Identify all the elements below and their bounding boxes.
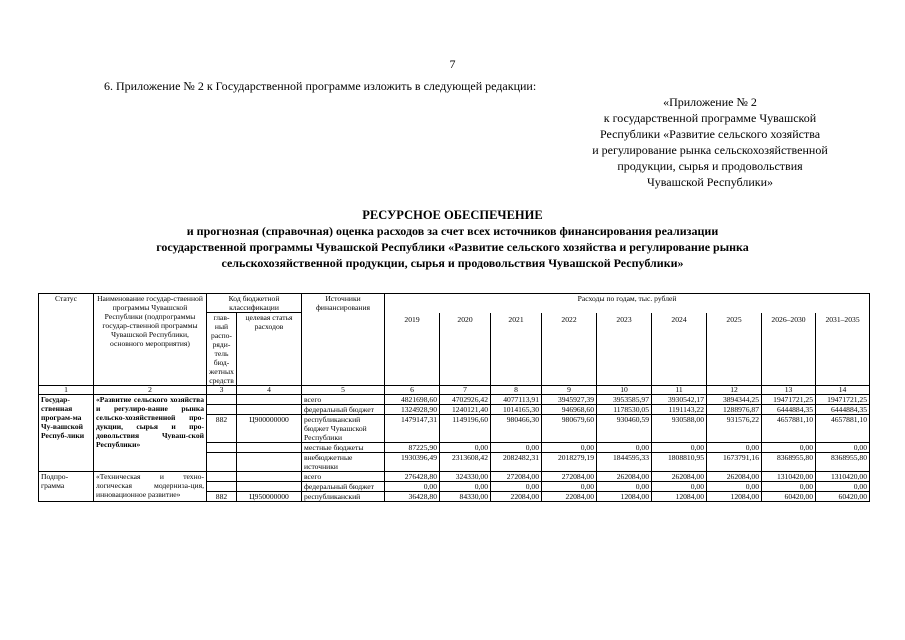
cell-amount: 1191143,22 bbox=[652, 405, 707, 415]
resource-table bbox=[38, 293, 870, 502]
cell-amount: 1178530,05 bbox=[597, 405, 652, 415]
cell-amount: 1149196,60 bbox=[440, 415, 491, 443]
col-number: 14 bbox=[816, 386, 870, 395]
cell-amount: 946968,60 bbox=[542, 405, 597, 415]
header-code-target: целевая статья расходов bbox=[237, 313, 302, 386]
cell-source: всего bbox=[302, 472, 385, 482]
cell-amount: 1240121,40 bbox=[440, 405, 491, 415]
cell-amount: 19471721,25 bbox=[762, 395, 816, 405]
cell-amount: 3953585,97 bbox=[597, 395, 652, 405]
cell-amount: 87225,90 bbox=[385, 443, 440, 453]
cell-amount: 0,00 bbox=[491, 482, 542, 492]
cell-amount: 1288976,87 bbox=[707, 405, 762, 415]
cell-amount: 272084,00 bbox=[491, 472, 542, 482]
col-number: 1 bbox=[39, 386, 94, 395]
cell-amount: 1673791,16 bbox=[707, 453, 762, 472]
heading-line: и прогнозная (справочная) оценка расходов за счет всех источников финансирования реализации bbox=[186, 224, 719, 238]
header-year: 2031–2035 bbox=[816, 313, 870, 386]
cell-target-article: Ц950000000 bbox=[237, 492, 302, 502]
cell-target-article bbox=[237, 443, 302, 453]
cell-main-manager bbox=[207, 453, 237, 472]
col-number: 3 bbox=[207, 386, 237, 395]
cell-amount: 1310420,00 bbox=[762, 472, 816, 482]
cell-amount: 980679,60 bbox=[542, 415, 597, 443]
cell-source: федеральный бюджет bbox=[302, 482, 385, 492]
header-year: 2020 bbox=[440, 313, 491, 386]
cell-amount: 262084,00 bbox=[652, 472, 707, 482]
cell-amount: 0,00 bbox=[816, 482, 870, 492]
cell-amount: 2018279,19 bbox=[542, 453, 597, 472]
cell-amount: 324330,00 bbox=[440, 472, 491, 482]
heading-title: РЕСУРСНОЕ ОБЕСПЕЧЕНИЕ bbox=[362, 208, 543, 222]
cell-amount: 12084,00 bbox=[707, 492, 762, 502]
header-name: Наименование государ-ственной программы Чувашской Республики (подпрограммы государ-ственной программы Чувашской Республики, основного мероприятия) bbox=[94, 294, 207, 386]
col-number: 9 bbox=[542, 386, 597, 395]
cell-amount: 19471721,25 bbox=[816, 395, 870, 405]
cell-amount: 8368955,80 bbox=[816, 453, 870, 472]
item-6-text: 6. Приложение № 2 к Государственной программе изложить в следующей редакции: bbox=[104, 79, 537, 93]
cell-amount: 0,00 bbox=[542, 443, 597, 453]
header-year: 2022 bbox=[542, 313, 597, 386]
program-section bbox=[39, 395, 870, 472]
row-status: Государ-ственная програм-ма Чу-вашской Респуб-лики bbox=[39, 395, 94, 472]
table-row bbox=[39, 472, 870, 482]
cell-source: федеральный бюджет bbox=[302, 405, 385, 415]
cell-amount: 3945927,39 bbox=[542, 395, 597, 405]
header-year: 2026–2030 bbox=[762, 313, 816, 386]
cell-amount: 980466,30 bbox=[491, 415, 542, 443]
column-number-row bbox=[39, 386, 870, 395]
cell-amount: 0,00 bbox=[762, 482, 816, 492]
appendix-line: продукции, сырья и продовольствия bbox=[617, 159, 803, 173]
cell-amount: 0,00 bbox=[707, 482, 762, 492]
document-heading bbox=[60, 207, 845, 271]
cell-target-article: Ц900000000 bbox=[237, 415, 302, 443]
cell-amount: 4657881,10 bbox=[816, 415, 870, 443]
cell-amount: 4077113,91 bbox=[491, 395, 542, 405]
cell-amount: 262084,00 bbox=[597, 472, 652, 482]
cell-amount: 0,00 bbox=[440, 482, 491, 492]
cell-amount: 1844595,33 bbox=[597, 453, 652, 472]
cell-amount: 6444884,35 bbox=[762, 405, 816, 415]
header-year: 2025 bbox=[707, 313, 762, 386]
cell-source: местные бюджеты bbox=[302, 443, 385, 453]
appendix-line: Чувашской Республики» bbox=[646, 175, 774, 189]
table-row bbox=[39, 395, 870, 405]
cell-amount: 12084,00 bbox=[597, 492, 652, 502]
cell-amount: 3894344,25 bbox=[707, 395, 762, 405]
cell-target-article bbox=[237, 472, 302, 482]
cell-amount: 1808810,95 bbox=[652, 453, 707, 472]
cell-target-article bbox=[237, 395, 302, 405]
cell-amount: 8368955,80 bbox=[762, 453, 816, 472]
cell-main-manager bbox=[207, 395, 237, 405]
cell-amount: 930588,00 bbox=[652, 415, 707, 443]
cell-target-article bbox=[237, 482, 302, 492]
cell-amount: 0,00 bbox=[762, 443, 816, 453]
cell-amount: 84330,00 bbox=[440, 492, 491, 502]
cell-amount: 36428,80 bbox=[385, 492, 440, 502]
appendix-line: и регулирование рынка сельскохозяйственной bbox=[592, 143, 828, 157]
appendix-line: Республики «Развитие сельского хозяйства bbox=[599, 127, 821, 141]
cell-source: всего bbox=[302, 395, 385, 405]
header-status: Статус bbox=[39, 294, 94, 386]
cell-amount: 0,00 bbox=[440, 443, 491, 453]
cell-amount: 12084,00 bbox=[652, 492, 707, 502]
col-number: 4 bbox=[237, 386, 302, 395]
cell-main-manager bbox=[207, 405, 237, 415]
col-number: 2 bbox=[94, 386, 207, 395]
header-source: Источники финансирования bbox=[302, 294, 385, 386]
cell-amount: 22084,00 bbox=[491, 492, 542, 502]
cell-amount: 930460,59 bbox=[597, 415, 652, 443]
cell-amount: 0,00 bbox=[652, 482, 707, 492]
cell-amount: 4657881,10 bbox=[762, 415, 816, 443]
cell-amount: 4702926,42 bbox=[440, 395, 491, 405]
header-year: 2021 bbox=[491, 313, 542, 386]
col-number: 13 bbox=[762, 386, 816, 395]
header-year: 2023 bbox=[597, 313, 652, 386]
header-code: Код бюджетной классификации bbox=[207, 294, 302, 313]
col-number: 7 bbox=[440, 386, 491, 395]
cell-amount: 1930396,49 bbox=[385, 453, 440, 472]
cell-amount: 60420,00 bbox=[762, 492, 816, 502]
header-year: 2019 bbox=[385, 313, 440, 386]
cell-amount: 931576,22 bbox=[707, 415, 762, 443]
cell-amount: 4821698,60 bbox=[385, 395, 440, 405]
col-number: 11 bbox=[652, 386, 707, 395]
cell-amount: 60420,00 bbox=[816, 492, 870, 502]
page-number: 7 bbox=[449, 57, 456, 71]
subprogram-section bbox=[39, 472, 870, 502]
heading-line: государственной программы Чувашской Республики «Развитие сельского хозяйства и регулирование рынка bbox=[156, 240, 749, 254]
cell-amount: 3930542,17 bbox=[652, 395, 707, 405]
cell-amount: 262084,00 bbox=[707, 472, 762, 482]
cell-amount: 1014165,30 bbox=[491, 405, 542, 415]
cell-amount: 22084,00 bbox=[542, 492, 597, 502]
cell-amount: 272084,00 bbox=[542, 472, 597, 482]
cell-source: внебюджетные источники bbox=[302, 453, 385, 472]
cell-main-manager bbox=[207, 443, 237, 453]
cell-amount: 0,00 bbox=[597, 482, 652, 492]
cell-amount: 0,00 bbox=[816, 443, 870, 453]
col-number: 6 bbox=[385, 386, 440, 395]
cell-amount: 2313608,42 bbox=[440, 453, 491, 472]
cell-source: республиканский bbox=[302, 492, 385, 502]
cell-amount: 1310420,00 bbox=[816, 472, 870, 482]
appendix-caption bbox=[545, 94, 875, 190]
row-status: Подпро-грамма bbox=[39, 472, 94, 502]
header-expenses: Расходы по годам, тыс. рублей bbox=[385, 294, 870, 313]
appendix-line: к государственной программе Чувашской bbox=[603, 111, 817, 125]
cell-amount: 0,00 bbox=[542, 482, 597, 492]
cell-main-manager: 882 bbox=[207, 415, 237, 443]
row-program-name: «Развитие сельского хозяйства и регулиро-вание рынка сельско-хозяйственной про-дукции, сырья и про-довольствия Чуваш-ской Республики» bbox=[94, 395, 207, 472]
col-number: 8 bbox=[491, 386, 542, 395]
header-code-main: глав-ный распо-ряди-тель бюд-жетных средств bbox=[207, 313, 237, 386]
cell-amount: 0,00 bbox=[491, 443, 542, 453]
cell-target-article bbox=[237, 405, 302, 415]
cell-main-manager: 882 bbox=[207, 492, 237, 502]
cell-amount: 276428,80 bbox=[385, 472, 440, 482]
cell-amount: 0,00 bbox=[652, 443, 707, 453]
cell-amount: 0,00 bbox=[707, 443, 762, 453]
cell-amount: 6444884,35 bbox=[816, 405, 870, 415]
heading-line: сельскохозяйственной продукции, сырья и продовольствия Чувашской Республики» bbox=[221, 256, 684, 270]
cell-amount: 0,00 bbox=[597, 443, 652, 453]
cell-main-manager bbox=[207, 472, 237, 482]
cell-amount: 2082482,31 bbox=[491, 453, 542, 472]
cell-amount: 1324928,90 bbox=[385, 405, 440, 415]
col-number: 10 bbox=[597, 386, 652, 395]
header-year: 2024 bbox=[652, 313, 707, 386]
col-number: 5 bbox=[302, 386, 385, 395]
cell-target-article bbox=[237, 453, 302, 472]
col-number: 12 bbox=[707, 386, 762, 395]
cell-main-manager bbox=[207, 482, 237, 492]
cell-source: республиканский бюджет Чувашской Республики bbox=[302, 415, 385, 443]
cell-amount: 0,00 bbox=[385, 482, 440, 492]
cell-amount: 1479147,31 bbox=[385, 415, 440, 443]
row-program-name: «Техническая и техно-логическая модерниза-ция, инновационное развитие» bbox=[94, 472, 207, 502]
appendix-line: «Приложение № 2 bbox=[663, 95, 757, 109]
